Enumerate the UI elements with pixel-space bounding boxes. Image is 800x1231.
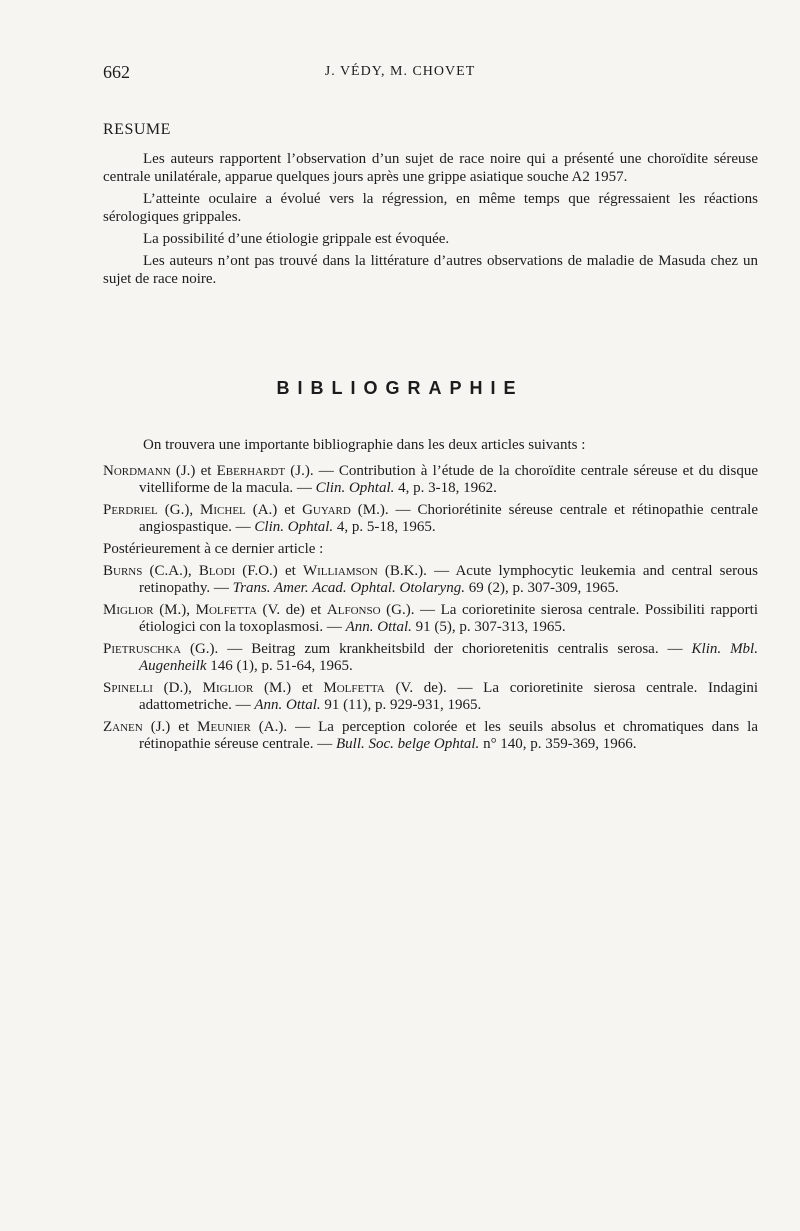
reference-author: Perdriel: [103, 502, 158, 518]
reference-title: — Acute lymphocytic leukemia and central serous retinopathy. —: [139, 563, 759, 596]
reference-title: — Choriorétinite séreuse centrale et rétinopathie centrale angiospastique. —: [139, 502, 759, 535]
reference-initials: (M.): [253, 680, 292, 696]
reference-title: — Contribution à l’étude de la choroïdite centrale séreuse et du disque vitelliforme de la macula. —: [139, 463, 759, 496]
bibliography-intro: On trouvera une importante bibliographie dans les deux articles suivants :: [143, 437, 586, 453]
reference-initials: (V. de).: [384, 680, 447, 696]
reference-initials: (C.A.),: [142, 563, 199, 579]
reference-author: Nordmann: [103, 463, 171, 479]
reference-details: 91 (5), p. 307-313, 1965.: [411, 619, 566, 635]
reference-title: — La corioretinite sierosa centrale. Possibiliti rapporti étiologici con la toxoplasmosi. —: [139, 602, 759, 635]
resume-paragraph: Les auteurs rapportent l’observation d’un sujet de race noire qui a présenté une choroïdite séreuse centrale unilatérale, apparue quelques jours après une grippe asiatique souche A2 1957.: [103, 151, 758, 185]
resume-body: [103, 150, 758, 292]
reference-separator: et: [291, 680, 324, 696]
reference-details: 91 (11), p. 929-931, 1965.: [320, 697, 482, 713]
reference-initials: (V. de): [256, 602, 305, 618]
reference-list: [103, 463, 758, 758]
reference-title: — Beitrag zum krankheitsbild der chorioretenitis centralis serosa. —: [218, 641, 692, 657]
reference-separator: et: [195, 463, 217, 479]
reference-initials: (M.),: [153, 602, 196, 618]
resume-paragraph: L’atteinte oculaire a évolué vers la régression, en même temps que régressaient les réactions sérologiques grippales.: [103, 191, 758, 225]
reference-author: Spinelli: [103, 680, 153, 696]
reference-journal: Ann. Ottal.: [254, 697, 321, 713]
reference-details: 4, p. 5-18, 1965.: [333, 519, 436, 535]
reference-journal: Bull. Soc. belge Ophtal.: [336, 736, 480, 752]
reference-author: Molfetta: [323, 680, 385, 696]
bibliography-note: Postérieurement à ce dernier article :: [103, 541, 324, 557]
reference-author: Miglior: [202, 680, 254, 696]
reference-initials: (A.): [245, 502, 278, 518]
reference-initials: (J.): [142, 719, 171, 735]
reference-initials: (G.),: [157, 502, 201, 518]
reference-author: Michel: [200, 502, 246, 518]
resume-paragraph: La possibilité d’une étiologie grippale est évoquée.: [143, 231, 450, 247]
reference-initials: (F.O.): [235, 563, 278, 579]
reference-author: Eberhardt: [216, 463, 286, 479]
reference-author: Alfonso: [326, 602, 381, 618]
bibliography-heading: BIBLIOGRAPHIE: [276, 378, 524, 398]
reference-initials: (M.).: [350, 502, 389, 518]
reference-journal: Ann. Ottal.: [345, 619, 412, 635]
reference-initials: (A.).: [250, 719, 288, 735]
reference-author: Pietruschka: [103, 641, 182, 657]
running-head: J. VÉDY, M. CHOVET: [324, 64, 476, 79]
reference-author: Williamson: [302, 563, 378, 579]
resume-paragraph: Les auteurs n’ont pas trouvé dans la littérature d’autres observations de maladie de Masuda chez un sujet de race noire.: [103, 253, 758, 287]
reference-journal: Clin. Ophtal.: [254, 519, 334, 535]
reference-separator: et: [277, 563, 303, 579]
reference-details: n° 140, p. 359-369, 1966.: [479, 736, 637, 752]
reference-entry: [103, 502, 758, 536]
reference-author: Miglior: [103, 602, 154, 618]
reference-separator: et: [304, 602, 327, 618]
reference-journal: Trans. Amer. Acad. Ophtal. Otolaryng.: [232, 580, 465, 596]
reference-title: — La perception colorée et les seuils absolus et chromatiques dans la rétinopathie séreuse centrale. —: [139, 719, 758, 752]
reference-initials: (G.).: [181, 641, 219, 657]
reference-author: Blodi: [198, 563, 236, 579]
reference-initials: (D.),: [152, 680, 203, 696]
reference-entry: [103, 563, 758, 597]
reference-initials: (J.): [170, 463, 196, 479]
reference-author: Burns: [103, 563, 143, 579]
reference-entry: [103, 719, 758, 753]
reference-details: 69 (2), p. 307-309, 1965.: [464, 580, 619, 596]
reference-initials: (J.).: [285, 463, 314, 479]
reference-details: 4, p. 3-18, 1962.: [394, 480, 497, 496]
page-number: 662: [103, 62, 130, 82]
reference-initials: (B.K.).: [377, 563, 427, 579]
reference-author: Guyard: [302, 502, 351, 518]
reference-entry: [103, 641, 758, 675]
reference-entry: [103, 602, 758, 636]
reference-entry: [103, 680, 758, 714]
reference-details: 146 (1), p. 51-64, 1965.: [206, 658, 353, 674]
reference-entry: [103, 463, 758, 497]
reference-author: Meunier: [197, 719, 251, 735]
reference-initials: (G.).: [380, 602, 415, 618]
reference-separator: et: [277, 502, 303, 518]
reference-journal: Clin. Ophtal.: [315, 480, 395, 496]
reference-separator: et: [170, 719, 198, 735]
reference-title: — La corioretinite sierosa centrale. Indagini adattometriche. —: [139, 680, 759, 713]
reference-author: Zanen: [103, 719, 143, 735]
reference-author: Molfetta: [195, 602, 257, 618]
reference-journal: Klin. Mbl. Augenheilk: [139, 641, 758, 674]
resume-title: RESUME: [103, 121, 171, 138]
